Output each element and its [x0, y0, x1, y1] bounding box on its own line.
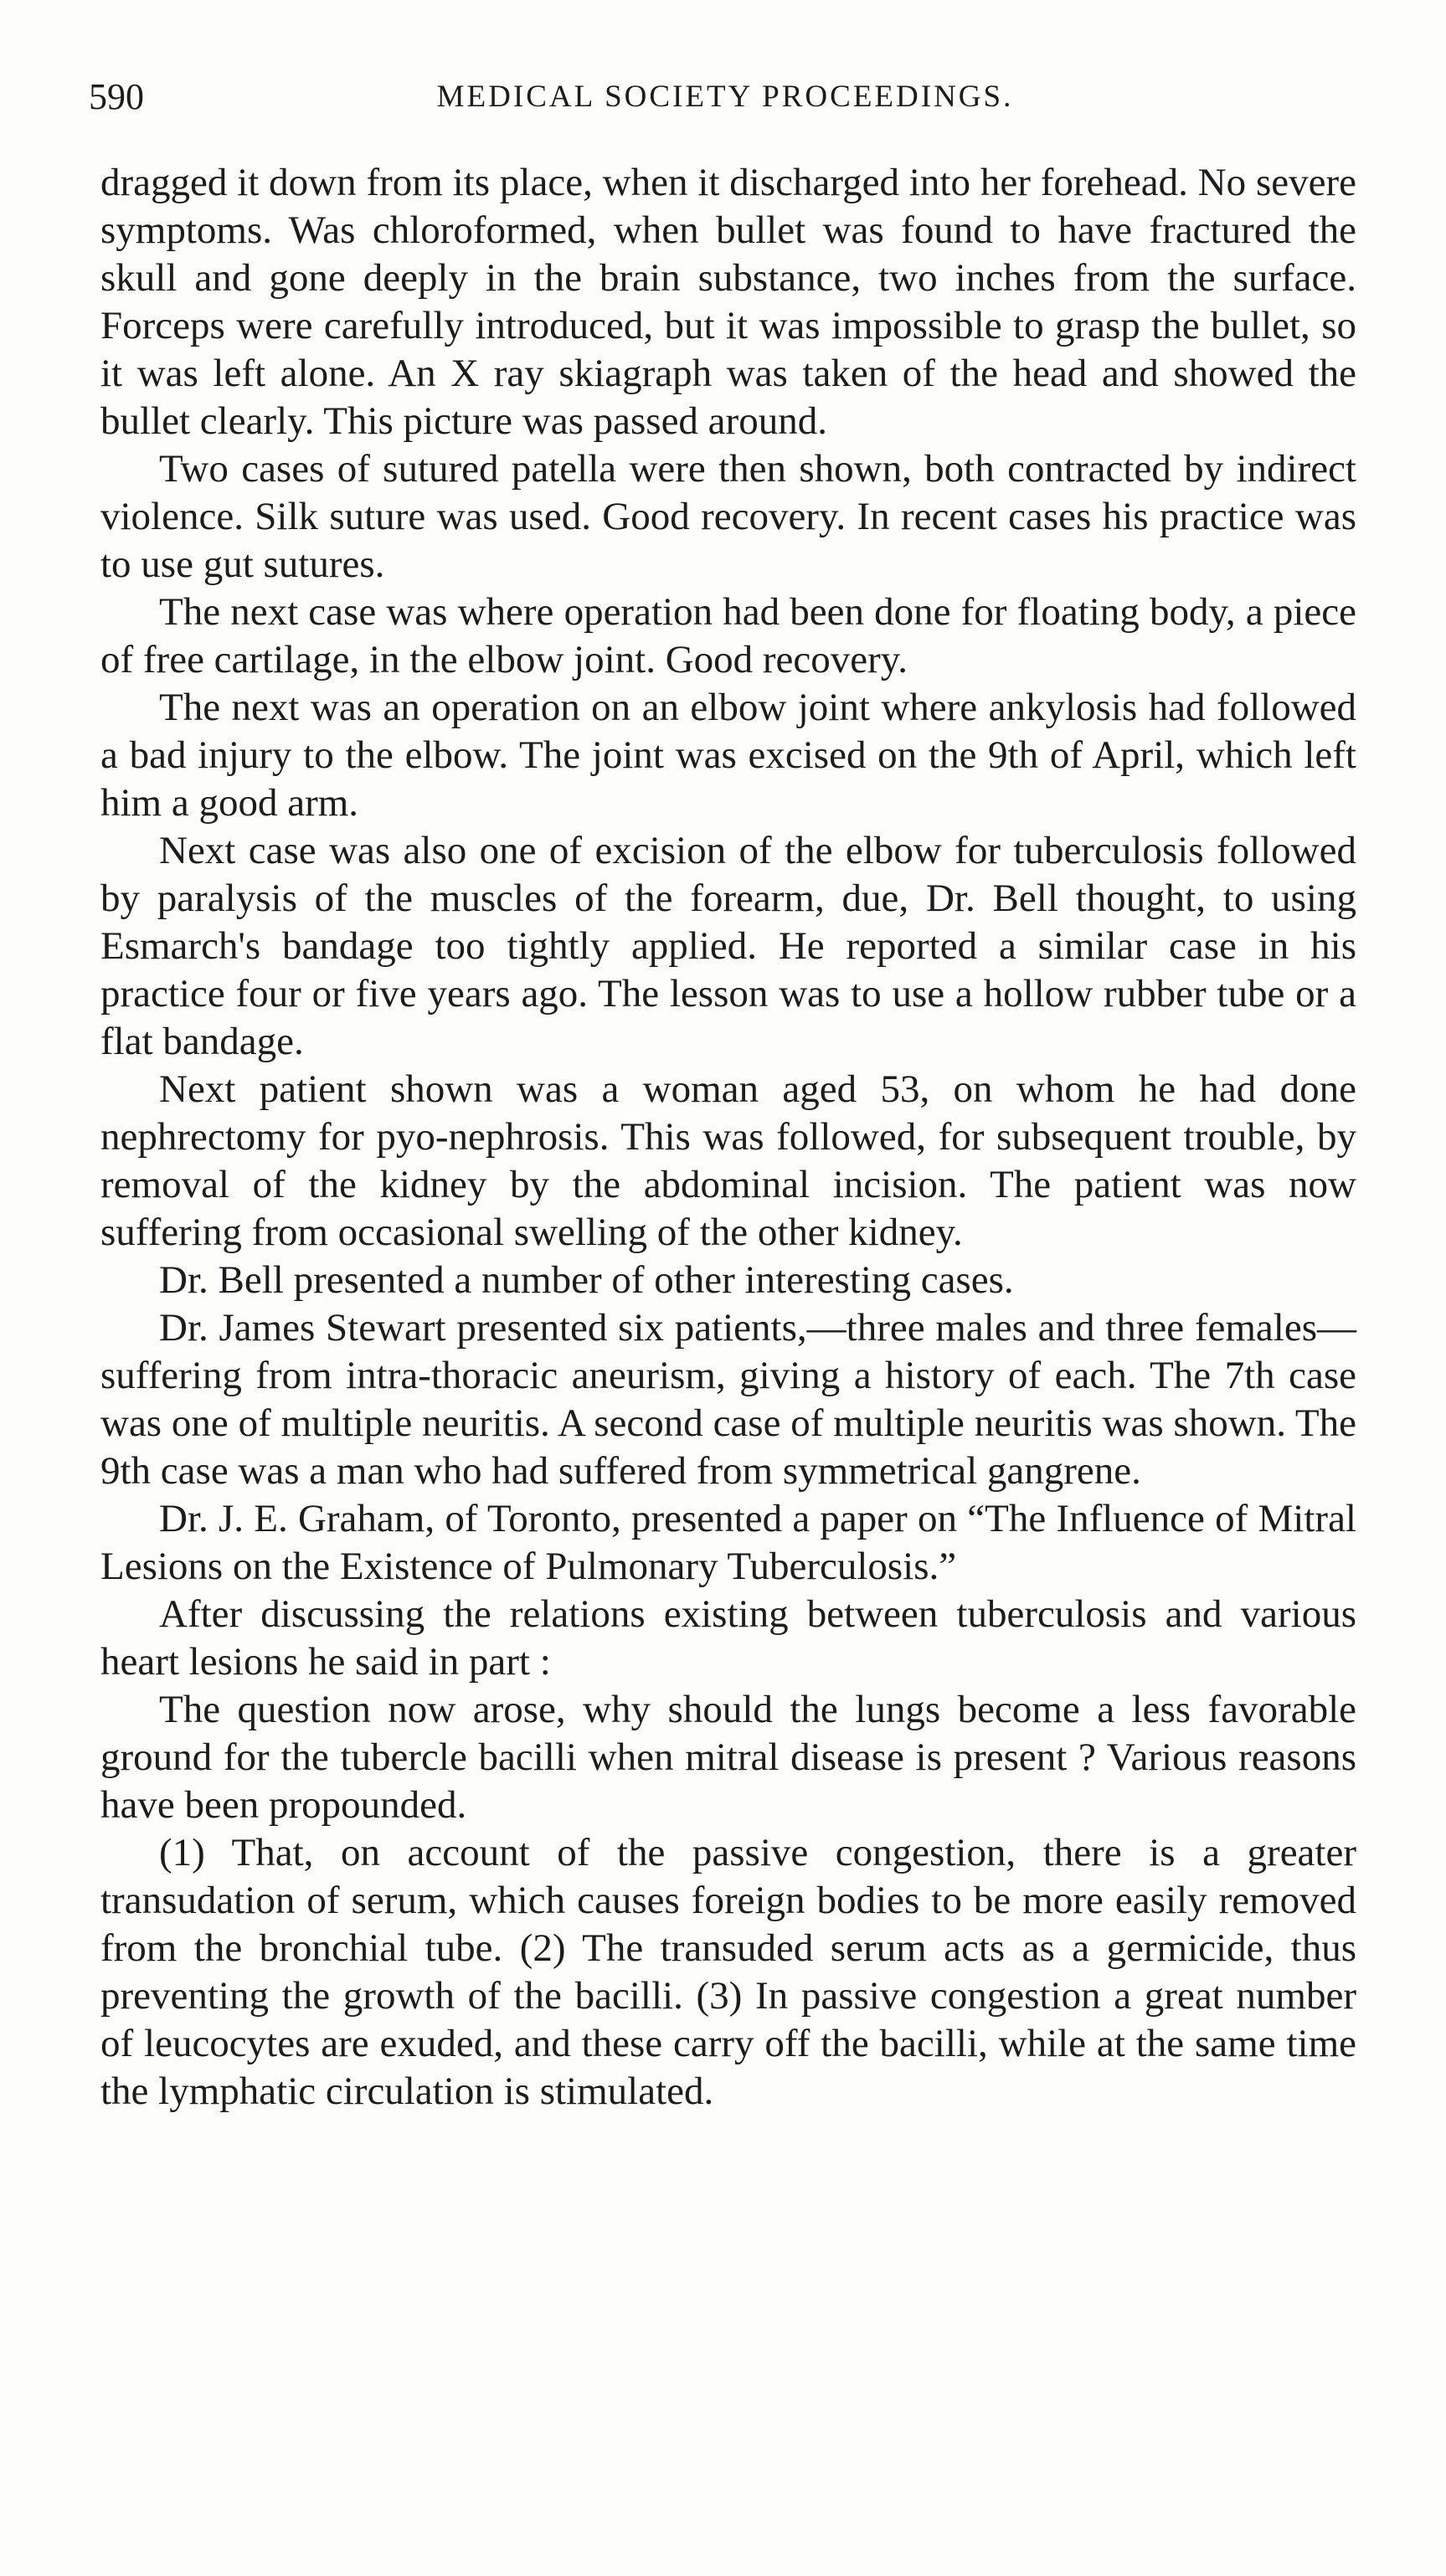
paragraph-bullet-case: dragged it down from its place, when it discharged into her forehead. No severe symptoms. Was chloroformed, when bullet was found to have fractured the skull and gone deeply in the brain substance, two inches from the surface. Forceps were carefully introduced, but it was impossible to grasp the bullet, so it was left alone. An X ray skiagraph was taken of the head and showed the bullet clearly. This picture was passed around.: [100, 161, 1356, 443]
paragraph-reasons: (1) That, on account of the passive congestion, there is a greater transudation of serum, which causes foreign bodies to be more easily removed from the bronchial tube. (2) The transuded serum acts as a germicide, thus preventing the growth of the bacilli. (3) In passive congestion a great number of leucocytes are exuded, and these carry off the bacilli, while at the same time the lymphatic circulation is stimulated.: [100, 1831, 1356, 2113]
body-text: [100, 159, 1356, 2116]
paragraph-stewart-patients: Dr. James Stewart presented six patients,—three males and three females—suffering from intra-thoracic aneurism, giving a history of each. The 7th case was one of multiple neuritis. A second case of multiple neuritis was shown. The 9th case was a man who had suffered from symmetrical gangrene.: [100, 1306, 1356, 1493]
paragraph-discussion: After discussing the relations existing between tuberculosis and various heart lesions he said in part :: [100, 1592, 1356, 1684]
paragraph-floating-body: The next case was where operation had been done for floating body, a piece of free cartilage, in the elbow joint. Good recovery.: [100, 590, 1356, 681]
paragraph-sutured-patella: Two cases of sutured patella were then shown, both contracted by indirect violence. Silk suture was used. Good recovery. In recent cases his practice was to use gut sutures.: [100, 447, 1356, 586]
paragraph-graham-paper: Dr. J. E. Graham, of Toronto, presented a paper on “The Influence of Mitral Lesions on the Existence of Pulmonary Tuberculosis.”: [100, 1497, 1356, 1588]
running-head: MEDICAL SOCIETY PROCEEDINGS.: [436, 80, 1014, 114]
paragraph-nephrectomy: Next patient shown was a woman aged 53, on whom he had done nephrectomy for pyo-nephrosis. This was followed, for subsequent trouble, by removal of the kidney by the abdominal incision. The patient was now suffering from occasional swelling of the other kidney.: [100, 1067, 1356, 1254]
page-header: [89, 72, 1361, 122]
paragraph-ankylosis: The next was an operation on an elbow joint where ankylosis had followed a bad injury to the elbow. The joint was excised on the 9th of April, which left him a good arm.: [100, 686, 1356, 825]
page-number: 590: [89, 76, 144, 117]
paragraph-question: The question now arose, why should the lungs become a less favorable ground for the tubercle bacilli when mitral disease is present ? Various reasons have been propounded.: [100, 1688, 1356, 1827]
paragraph-excision-elbow: Next case was also one of excision of the elbow for tuberculosis followed by paralysis of the muscles of the forearm, due, Dr. Bell thought, to using Esmarch's bandage too tightly applied. He reported a similar case in his practice four or five years ago. The lesson was to use a hollow rubber tube or a flat bandage.: [100, 829, 1356, 1063]
paragraph-other-cases: Dr. Bell presented a number of other interesting cases.: [159, 1258, 1014, 1302]
